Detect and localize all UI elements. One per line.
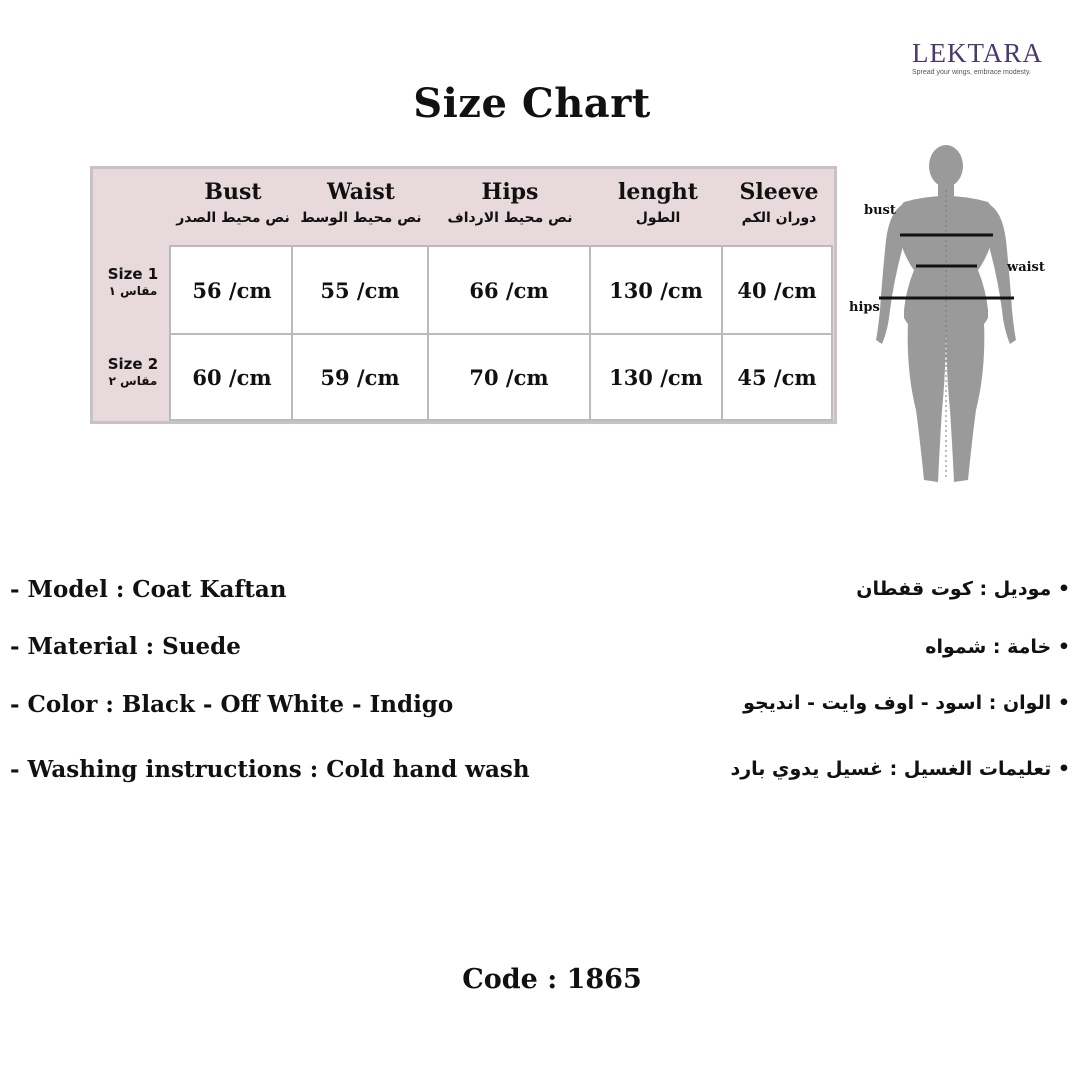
column-header-arabic: دوران الكم <box>741 210 817 226</box>
detail-model: - Model : Coat Kaftan <box>10 576 287 603</box>
row-label-size-1 <box>93 265 173 299</box>
table-cell: 70 /cm <box>427 333 591 421</box>
size-table <box>90 166 837 424</box>
table-cell: 56 /cm <box>169 245 295 335</box>
brand-name: LEKTARA <box>912 38 1043 68</box>
column-header-arabic: نص محيط الارداف <box>447 210 573 226</box>
column-header-arabic: نص محيط الوسط <box>300 210 422 226</box>
column-header-waist <box>295 179 427 229</box>
table-cell: 40 /cm <box>721 245 833 335</box>
detail-material-arabic: • خامة : شمواه <box>925 636 1070 658</box>
product-code: Code : 1865 <box>462 964 642 995</box>
column-header-arabic: نص محيط الصدر <box>176 210 290 226</box>
detail-model-arabic: • موديل : كوت قفطان <box>856 578 1070 600</box>
column-header-label: Waist <box>327 179 395 205</box>
table-cell: 59 /cm <box>291 333 429 421</box>
brand-logo <box>912 38 1052 76</box>
hips-label: hips <box>849 300 880 315</box>
table-cell: 45 /cm <box>721 333 833 421</box>
column-header-sleeve <box>725 179 833 229</box>
column-header-length <box>593 179 723 229</box>
detail-material: - Material : Suede <box>10 633 241 660</box>
table-cell: 130 /cm <box>589 245 723 335</box>
column-header-arabic: الطول <box>635 210 681 226</box>
column-header-label: Sleeve <box>739 179 819 205</box>
row-label-arabic: مقاس ١ <box>108 284 158 298</box>
column-header-label: Bust <box>204 179 262 205</box>
detail-washing: - Washing instructions : Cold hand wash <box>10 756 530 783</box>
body-silhouette-icon <box>846 140 1076 500</box>
row-label-text: Size 1 <box>107 265 159 283</box>
table-cell: 66 /cm <box>427 245 591 335</box>
row-label-size-2 <box>93 355 173 389</box>
page-title: Size Chart <box>413 80 651 127</box>
column-header-label: lenght <box>618 179 698 205</box>
detail-color: - Color : Black - Off White - Indigo <box>10 691 454 718</box>
table-cell: 130 /cm <box>589 333 723 421</box>
detail-washing-arabic: • تعليمات الغسيل : غسيل يدوي بارد <box>730 758 1070 780</box>
waist-label: waist <box>1007 260 1045 275</box>
row-label-text: Size 2 <box>107 355 159 373</box>
detail-color-arabic: • الوان : اسود - اوف وايت - انديجو <box>743 692 1070 714</box>
brand-tagline: Spread your wings, embrace modesty. <box>912 69 1031 76</box>
body-measurement-figure <box>846 140 1076 500</box>
column-header-hips <box>429 179 591 229</box>
column-header-label: Hips <box>481 179 539 205</box>
row-label-arabic: مقاس ٢ <box>108 374 158 388</box>
table-cell: 60 /cm <box>169 333 295 421</box>
column-header-bust <box>169 179 297 229</box>
table-cell: 55 /cm <box>291 245 429 335</box>
bust-label: bust <box>864 203 896 218</box>
